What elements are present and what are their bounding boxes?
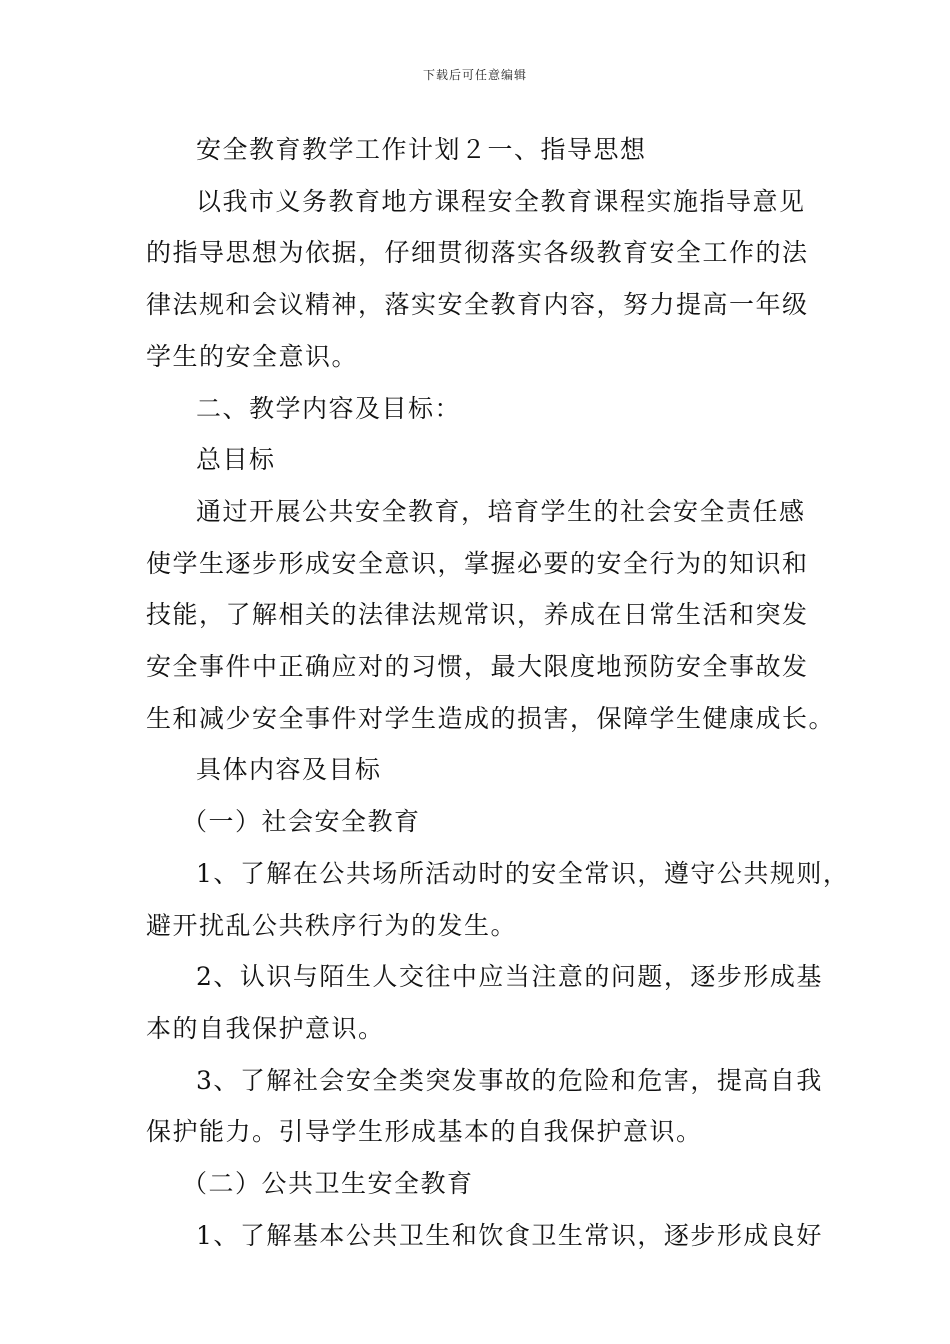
- subsection-heading: （一）社会安全教育: [182, 807, 421, 837]
- subheading: 总目标: [196, 445, 276, 475]
- list-item-line: 3、了解社会安全类突发事故的危险和危害，提高自我: [196, 1065, 823, 1095]
- paragraph-line: 安全事件中正确应对的习惯，最大限度地预防安全事故发: [146, 652, 809, 682]
- list-item-line: 避开扰乱公共秩序行为的发生。: [146, 910, 518, 940]
- paragraph-line: 以我市义务教育地方课程安全教育课程实施指导意见: [196, 186, 806, 216]
- document-title-line: 安全教育教学工作计划２一、指导思想: [196, 135, 647, 164]
- section-heading: 二、教学内容及目标：: [196, 393, 462, 423]
- paragraph-line: 生和减少安全事件对学生造成的损害，保障学生健康成长。: [146, 703, 836, 733]
- paragraph-line: 使学生逐步形成安全意识，掌握必要的安全行为的知识和: [146, 548, 809, 578]
- list-item-line: 1、了解在公共场所活动时的安全常识，遵守公共规则，: [196, 858, 850, 888]
- paragraph-line: 律法规和会议精神，落实安全教育内容，努力提高一年级: [146, 290, 809, 320]
- download-note: 下载后可任意编辑: [422, 68, 527, 82]
- list-item-line: 1、了解基本公共卫生和饮食卫生常识，逐步形成良好: [196, 1220, 823, 1250]
- document-body: [146, 124, 850, 1261]
- paragraph-line: 通过开展公共安全教育，培育学生的社会安全责任感: [196, 496, 806, 526]
- list-item-line: 2、认识与陌生人交往中应当注意的问题，逐步形成基: [196, 962, 823, 992]
- paragraph-line: 技能，了解相关的法律法规常识，养成在日常生活和突发: [146, 600, 809, 630]
- subheading: 具体内容及目标: [196, 755, 382, 785]
- paragraph-line: 学生的安全意识。: [146, 341, 359, 371]
- subsection-heading: （二）公共卫生安全教育: [182, 1169, 474, 1199]
- list-item-line: 本的自我保护意识。: [146, 1013, 385, 1043]
- list-item-line: 保护能力。引导学生形成基本的自我保护意识。: [146, 1117, 703, 1147]
- paragraph-line: 的指导思想为依据，仔细贯彻落实各级教育安全工作的法: [146, 238, 809, 268]
